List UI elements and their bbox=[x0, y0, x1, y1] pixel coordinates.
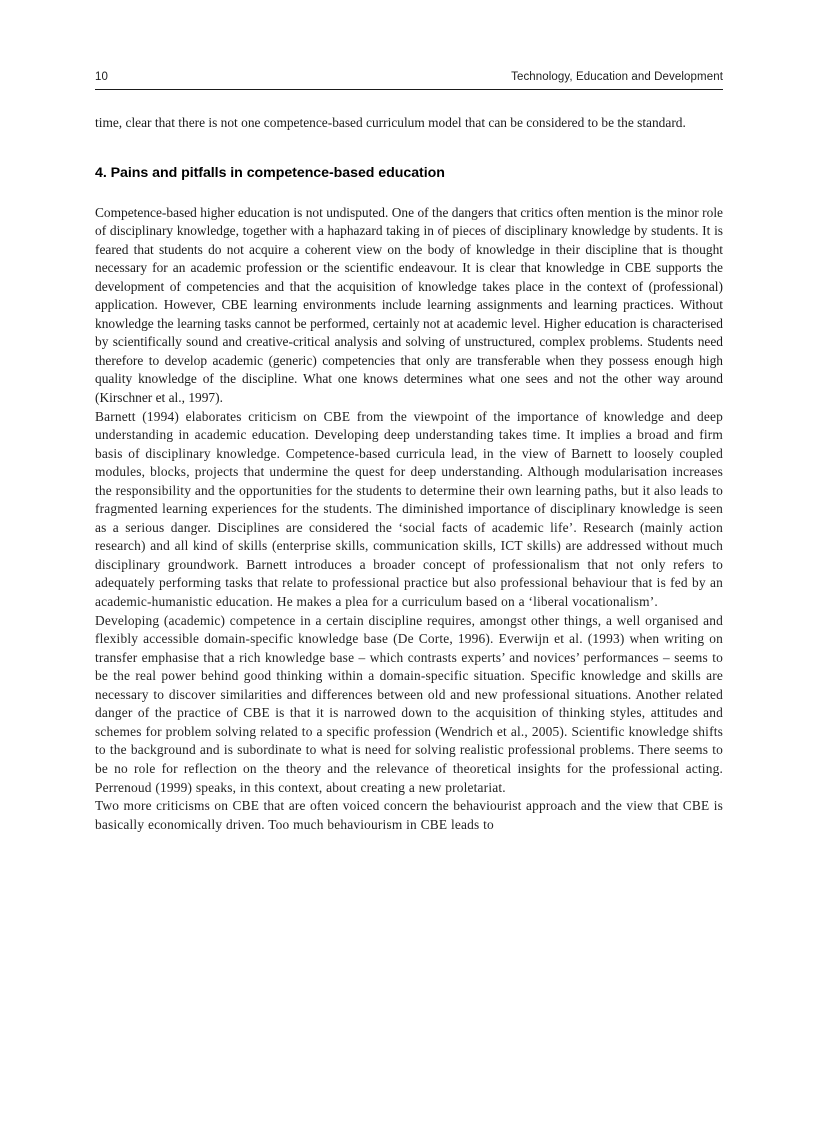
header-divider-rule bbox=[95, 89, 723, 90]
running-title: Technology, Education and Development bbox=[511, 71, 723, 83]
paragraph-1: Competence-based higher education is not undisputed. One of the dangers that critics often mention is the minor role of disciplinary knowledge, together with a haphazard taking in of pieces of disciplinary knowledge by students. It is feared that students do not acquire a coherent view on the body of knowledge in their discipline that is thought necessary for an academic profession or the scientific endeavour. It is clear that knowledge in CBE supports the development of competencies and that the acquisition of knowledge takes place in the context of (professional) application. However, CBE learning environments include learning assignments and learning practices. Without knowledge the learning tasks cannot be performed, certainly not at academic level. Higher education is characterised by scientifically sound and creative-critical analysis and solving of unstructured, complex problems. Students need therefore to develop academic (generic) competencies that only are transferable when they possess enough high quality knowledge of the discipline. What one knows determines what one sees and not the other way around (Kirschner et al., 1997). bbox=[95, 204, 723, 406]
paragraph-continuation: time, clear that there is not one competence-based curriculum model that can be considered to be the standard. bbox=[95, 115, 686, 130]
page-number: 10 bbox=[95, 71, 108, 83]
body-text-column bbox=[95, 114, 723, 834]
paragraph-3: Developing (academic) competence in a certain discipline requires, amongst other things, a well organised and flexibly accessible domain-specific knowledge base (De Corte, 1996). Everwijn et al. (1993) when writing on transfer emphasise that a rich knowledge base – which contrasts experts’ and novices’ performances – seems to be the real power behind good thinking within a domain-specific situation. Specific knowledge and skills are necessary to discover similarities and differences between old and new professional situations. Another related danger of the practice of CBE is that it is narrowed down to the acquisition of thinking styles, attitudes and schemes for problem solving related to a specific profession (Wendrich et al., 2005). Scientific knowledge shifts to the background and is subordinate to what is need for solving realistic professional problems. There seems to be no role for reflection on the theory and the relevance of theoretical insights for the professional acting. Perrenoud (1999) speaks, in this context, about creating a new proletariat. bbox=[95, 612, 723, 795]
section-heading: 4. Pains and pitfalls in competence-based education bbox=[95, 164, 445, 181]
spacer-below-heading bbox=[95, 182, 723, 204]
paragraph-2: Barnett (1994) elaborates criticism on CBE from the viewpoint of the importance of knowledge and deep understanding in academic education. Developing deep understanding takes time. It implies a broad and firm basis of disciplinary knowledge. Competence-based curricula lead, in the view of Barnett to loosely coupled modules, blocks, projects that undermine the quest for deep understanding. Although modularisation increases the responsibility and the opportunities for the students to determine their own learning paths, but it also leads to fragmented learning experiences for the students. The diminished importance of disciplinary knowledge is seen as a serious danger. Disciplines are considered the ‘social facts of academic life’. Research (mainly action research) and all kind of skills (enterprise skills, communication skills, ICT skills) are addressed without much disciplinary groundwork. Barnett introduces a broader concept of professionalism that not only refers to adequately performing tasks that relate to professional practice but also professional behaviour that is fed by an academic-humanistic education. He makes a plea for a curriculum based on a ‘liberal vocationalism’. bbox=[95, 408, 723, 610]
running-header bbox=[95, 70, 723, 84]
paragraph-4: Two more criticisms on CBE that are often voiced concern the behaviourist approach and the view that CBE is basically economically driven. Too much behaviourism in CBE leads to bbox=[95, 798, 723, 832]
spacer-above-heading bbox=[95, 133, 723, 164]
